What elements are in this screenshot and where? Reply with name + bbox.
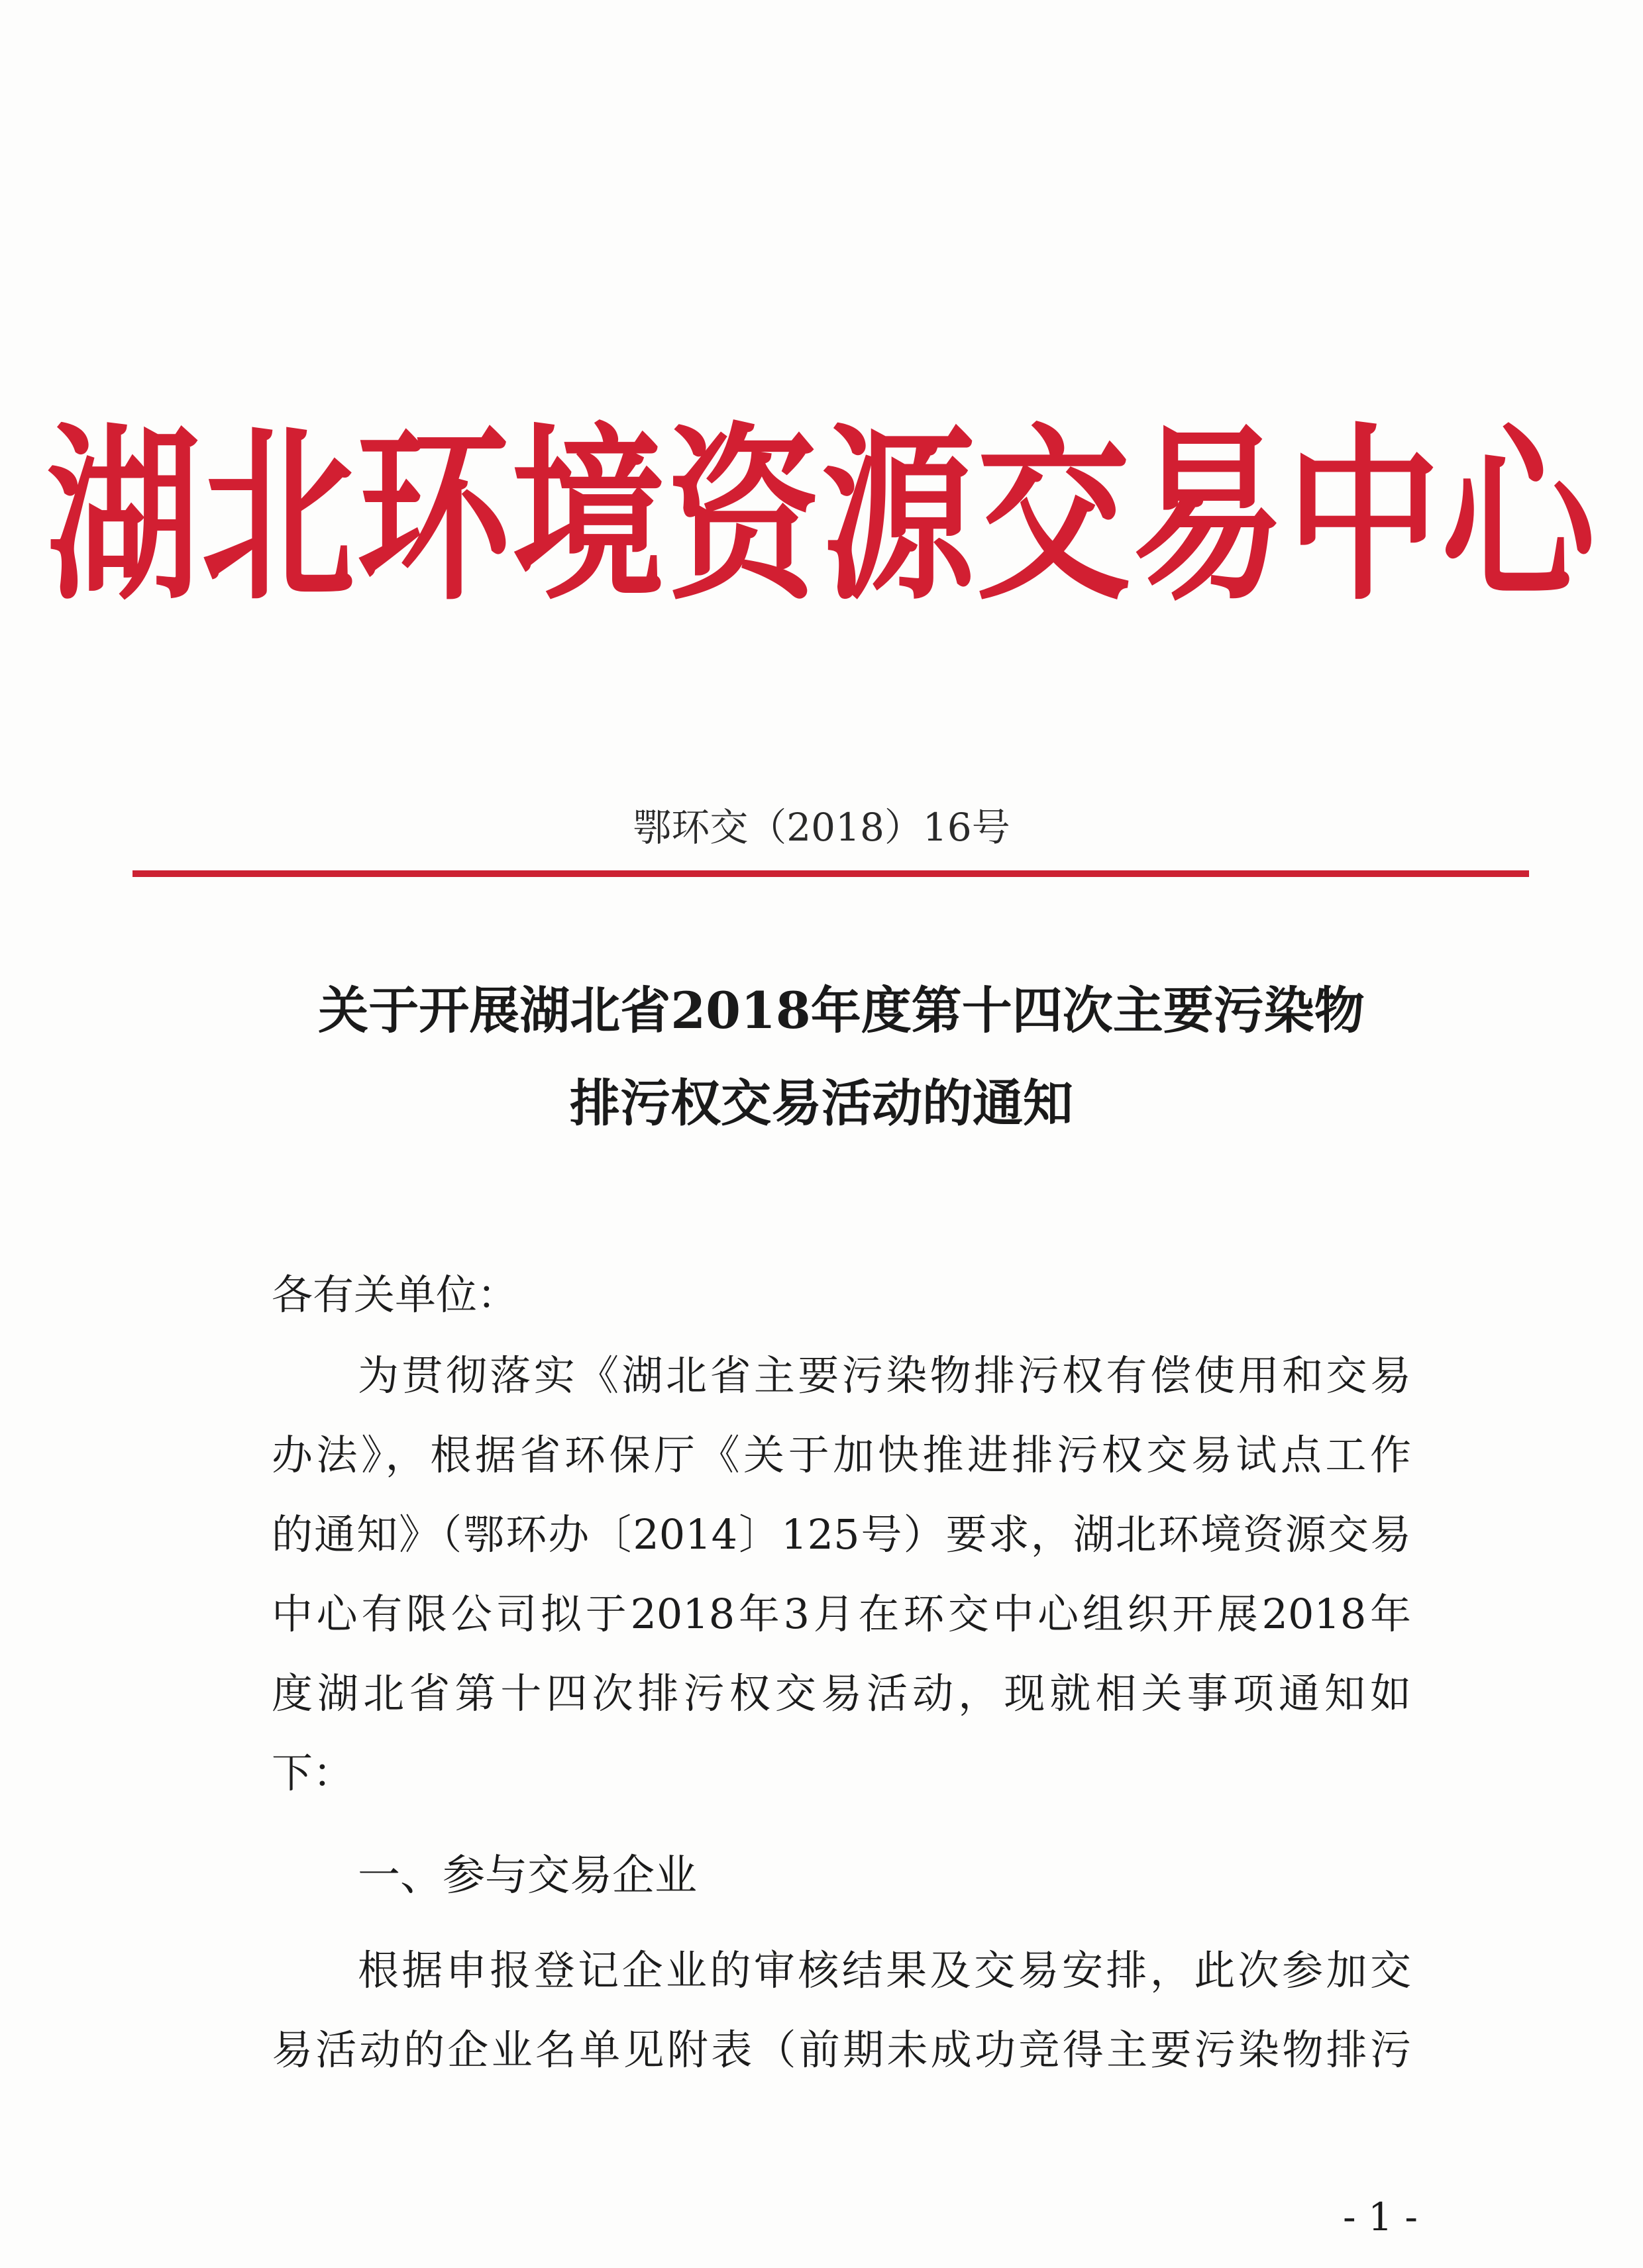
section-heading-1: 一、参与交易企业 bbox=[358, 1851, 697, 1900]
page-number: - 1 - bbox=[1343, 2194, 1418, 2240]
organization-header: 湖北环境资源交易中心 bbox=[46, 407, 1597, 626]
document-number: 鄂环交（2018）16号 bbox=[633, 805, 1010, 850]
paragraph-1-line-3: 的通知》（鄂环办〔2014〕125号）要求，湖北环境资源交易 bbox=[272, 1510, 1411, 1559]
salutation: 各有关单位： bbox=[272, 1270, 519, 1319]
paragraph-1-line-4: 中心有限公司拟于2018年3月在环交中心组织开展2018年 bbox=[272, 1590, 1411, 1638]
paragraph-2-line-1: 根据申报登记企业的审核结果及交易安排，此次参加交 bbox=[358, 1946, 1411, 1994]
paragraph-1-line-1: 为贯彻落实《湖北省主要污染物排污权有偿使用和交易 bbox=[358, 1351, 1411, 1400]
red-divider-line bbox=[132, 870, 1529, 877]
document-title-line-2: 排污权交易活动的通知 bbox=[570, 1074, 1073, 1133]
document-title-line-1: 关于开展湖北省2018年度第十四次主要污染物 bbox=[318, 981, 1365, 1040]
paragraph-1-line-2: 办法》，根据省环保厅《关于加快推进排污权交易试点工作 bbox=[272, 1431, 1411, 1479]
paragraph-1-line-6: 下： bbox=[272, 1749, 354, 1797]
paragraph-2-line-2: 易活动的企业名单见附表（前期未成功竞得主要污染物排污 bbox=[272, 2026, 1411, 2074]
paragraph-1-line-5: 度湖北省第十四次排污权交易活动，现就相关事项通知如 bbox=[272, 1669, 1411, 1718]
